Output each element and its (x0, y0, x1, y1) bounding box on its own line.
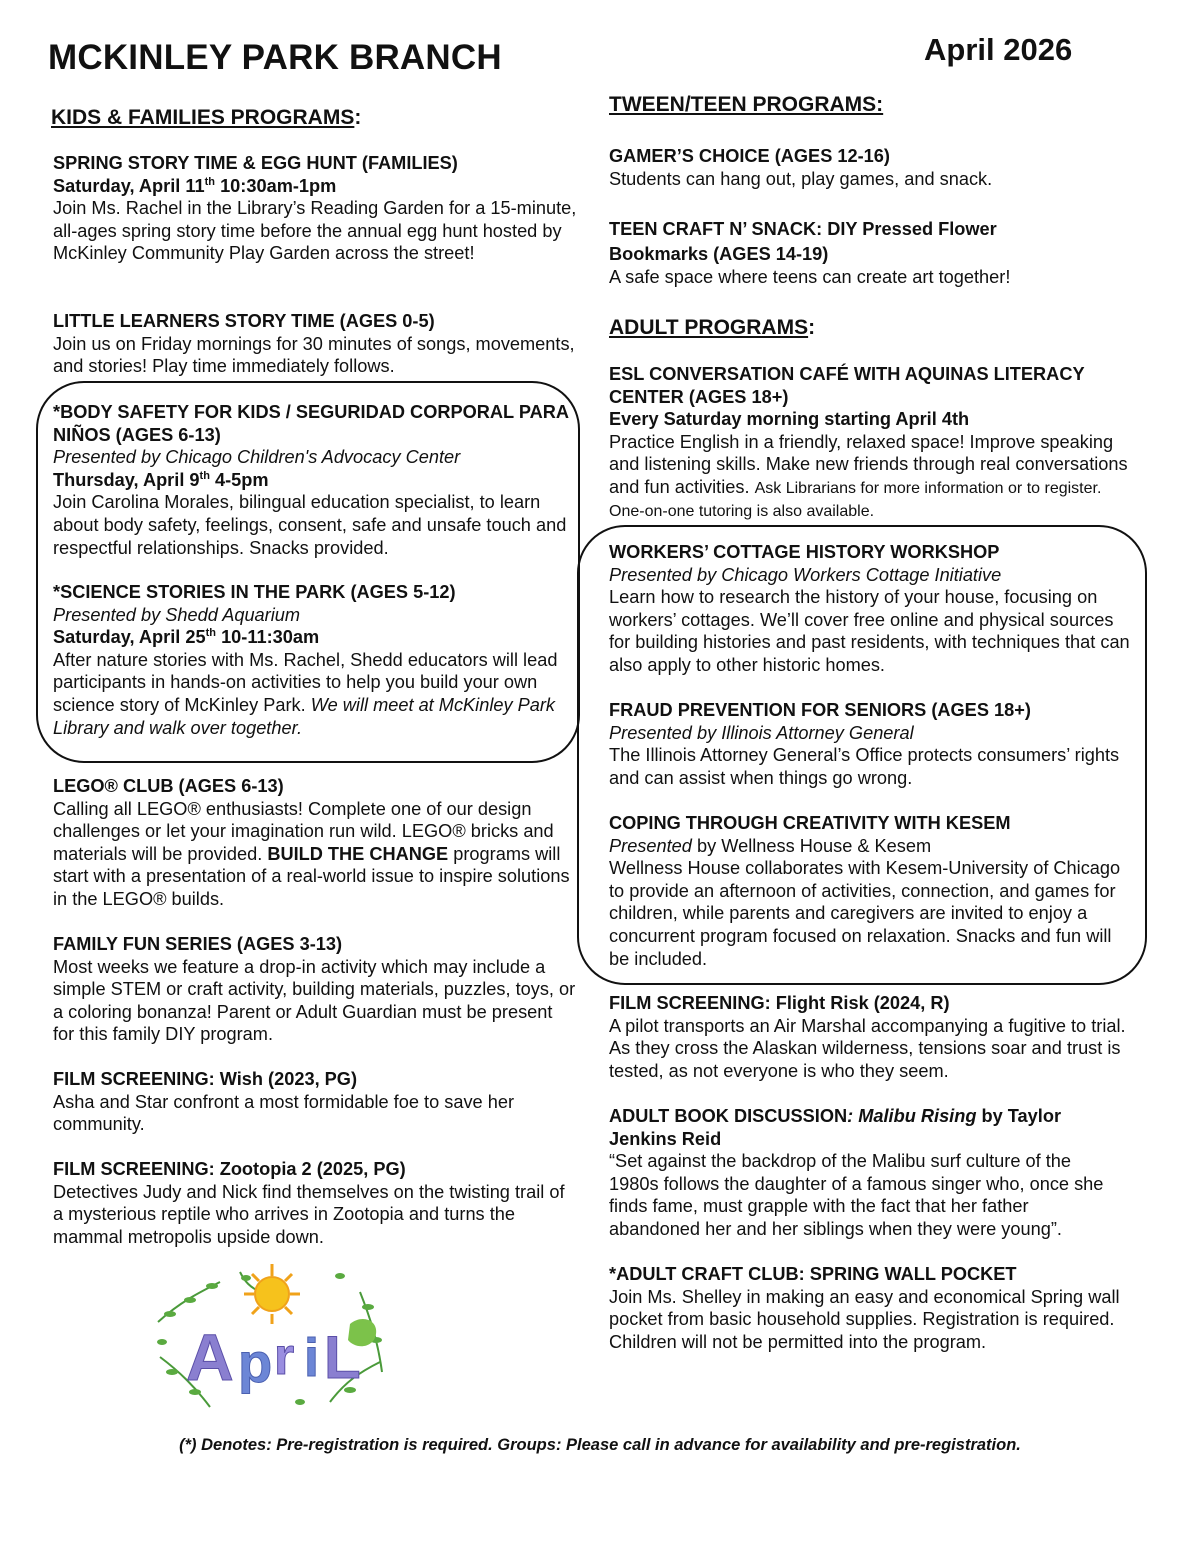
program-book-discussion (609, 1105, 1119, 1241)
program-title: FILM SCREENING: Wish (2023, PG) (53, 1069, 358, 1089)
program-teen-craft (609, 217, 1059, 289)
program-description: Most weeks we feature a drop-in activity which may include a simple STEM or craft activity, building materials, puzzles, toys, or a coloring bonanza! Parent or Adult Guardian must be present for this family DIY program. (53, 956, 576, 1045)
program-presenter: Presented by Illinois Attorney General (609, 722, 914, 743)
program-description: Learn how to research the history of your house, focusing on workers’ cottages. We’ll cover free online and physical sources for building histories and past residents, with techniques that can also apply to other historic homes. (609, 587, 1130, 675)
program-date: Saturday, April 11th 10:30am-1pm (53, 175, 337, 196)
program-esl-cafe (609, 363, 1139, 522)
program-title: ADULT BOOK DISCUSSION: Malibu Rising by Taylor Jenkins Reid (609, 1106, 1062, 1149)
program-date: Every Saturday morning starting April 4th (609, 409, 970, 430)
program-title: TEEN CRAFT N’ SNACK: DIY Pressed Flower Bookmarks (AGES 14-19) (609, 219, 997, 264)
program-title: *SCIENCE STORIES IN THE PARK (AGES 5-12) (53, 582, 456, 602)
program-film-wish (53, 1068, 578, 1136)
svg-text:r: r (274, 1328, 295, 1386)
program-title: LITTLE LEARNERS STORY TIME (AGES 0-5) (53, 311, 435, 331)
footer-note: (*) Denotes: Pre-registration is required. Groups: Please call in advance for availability and pre-registration. (179, 1436, 1021, 1454)
program-description: Join us on Friday mornings for 30 minutes of songs, movements, and stories! Play time immediately follows. (53, 333, 575, 377)
program-lego-club (53, 775, 578, 911)
april-illustration (150, 1262, 385, 1412)
program-title: ESL CONVERSATION CAFÉ WITH AQUINAS LITERACY CENTER (AGES 18+) (609, 364, 1085, 407)
program-title: *BODY SAFETY FOR KIDS / SEGURIDAD CORPORAL PARA NIÑOS (AGES 6-13) (53, 402, 569, 445)
program-description: Detectives Judy and Nick find themselves on the twisting trail of a mysterious reptile who arrives in Zootopia and turns the mammal metropolis upside down. (53, 1181, 565, 1247)
program-fraud-prevention (609, 699, 1134, 789)
program-presenter: Presented by Chicago Children's Advocacy Center (53, 447, 461, 468)
adult-section-heading: ADULT PROGRAMS: (609, 316, 816, 339)
program-title: FILM SCREENING: Flight Risk (2024, R) (609, 993, 950, 1013)
teen-section-heading: TWEEN/TEEN PROGRAMS: (609, 93, 884, 116)
svg-text:i: i (304, 1328, 320, 1388)
program-film-flight-risk (609, 992, 1139, 1082)
svg-text:p: p (238, 1331, 273, 1394)
program-title: LEGO® CLUB (AGES 6-13) (53, 776, 284, 796)
program-description: “Set against the backdrop of the Malibu surf culture of the 1980s follows the daughter of a famous singer who, once she finds fame, must grapple with the fact that her father abandoned her and her siblings when they were young”. (609, 1151, 1104, 1239)
program-description: Calling all LEGO® enthusiasts! Complete one of our design challenges or let your imagination run wild. LEGO® bricks and materials will be provided. BUILD THE CHANGE programs will start with a presentation of a real-world issue to inspire solutions in the LEGO® builds. (53, 798, 570, 909)
branch-title: MCKINLEY PARK BRANCH (48, 38, 502, 77)
program-presenter: Presented by Chicago Workers Cottage Initiative (609, 564, 1002, 585)
svg-text:A: A (186, 1320, 234, 1394)
program-family-fun (53, 933, 578, 1046)
program-description: The Illinois Attorney General’s Office protects consumers’ rights and can assist when things go wrong. (609, 745, 1120, 788)
program-date: Saturday, April 25th 10-11:30am (53, 627, 320, 648)
program-description: After nature stories with Ms. Rachel, Shedd educators will lead participants in hands-on activities to help you build your own science story of McKinley Park. We will meet at McKinley Park Library and walk over together. (53, 649, 558, 738)
april-artwork (150, 1262, 385, 1412)
program-title: FAMILY FUN SERIES (AGES 3-13) (53, 934, 343, 954)
month-title: April 2026 (924, 32, 1073, 67)
program-description: A safe space where teens can create art together! (609, 267, 1011, 287)
kids-section-heading: KIDS & FAMILIES PROGRAMS: (51, 106, 362, 129)
program-title: COPING THROUGH CREATIVITY WITH KESEM (609, 813, 1011, 833)
program-description: Asha and Star confront a most formidable foe to save her community. (53, 1091, 515, 1135)
program-body-safety (53, 401, 578, 559)
program-description: Join Ms. Shelley in making an easy and economical Spring wall pocket from basic household supplies. Registration is required. Children will not be permitted into the program. (609, 1286, 1120, 1352)
program-coping-creativity (609, 812, 1124, 970)
program-description: A pilot transports an Air Marshal accompanying a fugitive to trial. As they cross the Alaskan wilderness, tensions soar and trust is tested, as not everyone is who they seem. (609, 1015, 1126, 1081)
program-description: Join Carolina Morales, bilingual education specialist, to learn about body safety, feelings, consent, safe and unsafe touch and respectful relationships. Snacks provided. (53, 492, 567, 558)
program-title: GAMER’S CHOICE (AGES 12-16) (609, 146, 890, 166)
program-adult-craft (609, 1263, 1129, 1353)
program-description: Practice English in a friendly, relaxed space! Improve speaking and listening skills. Make new friends through real conversations and fun activities. Ask Librarians for more information or to register. One-on-one tutoring is also available. (609, 431, 1128, 520)
program-date: Thursday, April 9th 4-5pm (53, 469, 269, 490)
program-description: Join Ms. Rachel in the Library’s Reading Garden for a 15-minute, all-ages spring story time before the annual egg hunt hosted by McKinley Community Play Garden across the street! (53, 198, 577, 264)
program-title: SPRING STORY TIME & EGG HUNT (FAMILIES) (53, 153, 458, 173)
program-science-stories (53, 581, 578, 739)
program-film-zootopia (53, 1158, 578, 1248)
program-gamers-choice (609, 145, 1134, 190)
program-presenter: Presented by Shedd Aquarium (53, 604, 301, 625)
svg-text:L: L (324, 1324, 361, 1391)
program-title: WORKERS’ COTTAGE HISTORY WORKSHOP (609, 542, 1000, 562)
sun-icon (244, 1264, 300, 1324)
program-workers-cottage (609, 541, 1134, 677)
program-spring-story-time (53, 152, 578, 265)
program-title: *ADULT CRAFT CLUB: SPRING WALL POCKET (609, 1264, 1017, 1284)
program-little-learners (53, 310, 578, 378)
program-title: FILM SCREENING: Zootopia 2 (2025, PG) (53, 1159, 406, 1179)
program-description: Students can hang out, play games, and snack. (609, 168, 993, 189)
program-description: Wellness House collaborates with Kesem-University of Chicago to provide an afternoon of activities, connection, and games for children, while parents and caregivers are invited to enjoy a concurrent program focused on relaxation. Snacks and fun will be included. (609, 858, 1121, 969)
program-title: FRAUD PREVENTION FOR SENIORS (AGES 18+) (609, 700, 1031, 720)
program-presenter: Presented by Wellness House & Kesem (609, 835, 932, 856)
